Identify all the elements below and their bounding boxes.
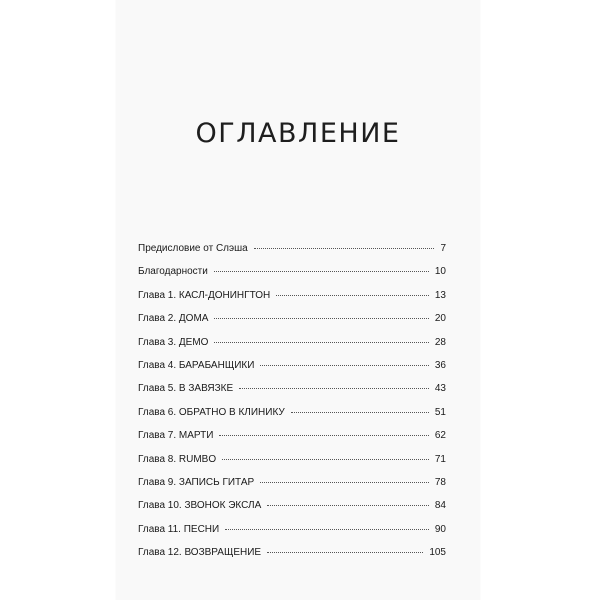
toc-page-number: 28: [434, 336, 446, 348]
toc-entry-chapter-9: [138, 477, 446, 500]
toc-entry-chapter-3: [138, 337, 446, 360]
toc-dot-leader: [260, 482, 429, 483]
toc-entry-preface: [138, 243, 446, 266]
toc-entry-label: Глава 11. ПЕСНИ: [138, 523, 220, 535]
toc-page-number: 20: [434, 313, 446, 325]
toc-entry-chapter-4: [138, 360, 446, 383]
toc-page-number: 71: [434, 453, 446, 465]
toc-entry-chapter-7: [138, 430, 446, 453]
toc-entry-chapter-10: [138, 500, 446, 523]
toc-entry-label: Предисловие от Слэша: [138, 243, 248, 254]
toc-entry-chapter-11: [138, 524, 446, 547]
toc-entry-label: Глава 2. ДОМА: [138, 313, 209, 325]
toc-dot-leader: [214, 342, 428, 343]
page-title: ОГЛАВЛЕНИЕ: [195, 118, 401, 149]
toc-dot-leader: [291, 412, 429, 413]
toc-dot-leader: [222, 459, 429, 460]
toc-dot-leader: [214, 271, 429, 272]
toc-entry-label: Глава 1. КАСЛ-ДОНИНГТОН: [138, 289, 271, 301]
toc-entry-acknowledgements: [138, 266, 446, 289]
toc-dot-leader: [276, 295, 429, 296]
toc-entry-label: Глава 4. БАРАБАНЩИКИ: [138, 359, 255, 371]
toc-page-number: 90: [434, 523, 446, 535]
toc-page-number: 13: [434, 289, 446, 301]
toc-page-number: 43: [434, 383, 446, 395]
toc-page-number: 78: [434, 476, 446, 488]
toc-entry-label: Глава 6. ОБРАТНО В КЛИНИКУ: [138, 406, 285, 418]
toc-dot-leader: [219, 435, 428, 436]
toc-entry-chapter-6: [138, 407, 446, 430]
toc-dot-leader: [214, 318, 428, 319]
toc-page-number: 7: [440, 243, 446, 254]
toc-page-number: 36: [434, 359, 446, 371]
toc-entry-label: Глава 7. МАРТИ: [138, 430, 214, 442]
toc-entry-label: Глава 10. ЗВОНОК ЭКСЛА: [138, 500, 262, 512]
toc-page-number: 10: [434, 266, 446, 278]
toc-entry-label: Глава 5. В ЗАВЯЗКЕ: [138, 383, 234, 395]
toc-dot-leader: [260, 365, 428, 366]
toc-dot-leader: [267, 552, 423, 553]
toc-entry-label: Глава 8. RUMBO: [138, 453, 217, 465]
toc-page-number: 62: [434, 430, 446, 442]
toc-entry-chapter-5: [138, 383, 446, 406]
toc-page-number: 51: [434, 406, 446, 418]
toc-page-number: 84: [434, 500, 446, 512]
toc-entry-label: Глава 9. ЗАПИСЬ ГИТАР: [138, 476, 255, 488]
toc-entry-chapter-1: [138, 290, 446, 313]
toc-entry-label: Глава 3. ДЕМО: [138, 336, 209, 348]
toc-entry-chapter-12: [138, 547, 446, 570]
toc-dot-leader: [254, 248, 435, 249]
toc-page-number: 105: [429, 547, 446, 559]
toc-dot-leader: [225, 529, 429, 530]
toc-entry-chapter-8: [138, 454, 446, 477]
toc-entry-chapter-2: [138, 313, 446, 336]
toc-dot-leader: [239, 388, 429, 389]
toc-dot-leader: [267, 505, 429, 506]
toc-entry-label: Глава 12. ВОЗВРАЩЕНИЕ: [138, 547, 262, 559]
table-of-contents: [138, 243, 446, 570]
toc-entry-label: Благодарности: [138, 266, 208, 278]
